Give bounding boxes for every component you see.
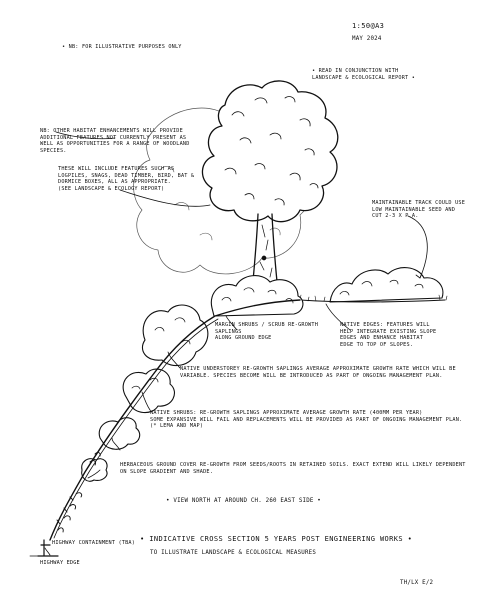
herbaceous-note: HERBACEOUS GROUND COVER RE-GROWTH FROM SEEDS/ROOTS IN RETAINED SOILS. EXACT EXTEND WILL LIKELY DEPENDENT ON SLOPE GRADIENT AND SHADE.: [120, 462, 466, 475]
highway-containment-label: HIGHWAY CONTAINMENT (TBA): [52, 540, 136, 546]
slope-shrub-lower: [99, 418, 139, 450]
read-note: • READ IN CONJUNCTION WITH LANDSCAPE & ECOLOGICAL REPORT •: [312, 68, 416, 81]
meadow-shrubs: [330, 268, 443, 302]
section-subtitle: TO ILLUSTRATE LANDSCAPE & ECOLOGICAL MEASURES: [150, 550, 317, 556]
drawing-ref: TH/LX E/2: [400, 580, 434, 586]
slope-shrub-mid: [123, 369, 174, 413]
margin-shrubs-note: MARGIN SHRUBS / SCRUB RE-GROWTH SAPLINGS ALONG GROUND EDGE: [215, 322, 319, 341]
understorey-note: NATIVE UNDERSTOREY RE-GROWTH SAPLINGS AVERAGE APPROXIMATE GROWTH RATE WHICH WILL BE VARIABLE. SPECIES BECOME WILL BE INTRODUCED AS PART OF ONGOING MANAGEMENT PLAN.: [180, 366, 456, 379]
slope-top-shrubs: [211, 276, 303, 316]
features-note: THESE WILL INCLUDE FEATURES SUCH AS LOGPILES, SNAGS, DEAD TIMBER, BIRD, BAT & DORMICE BOXES, ALL AS APPROPRIATE. (SEE LANDSCAPE & ECOLOGY REPORT): [58, 166, 195, 192]
section-title: • INDICATIVE CROSS SECTION 5 YEARS POST ENGINEERING WORKS •: [140, 535, 413, 543]
date-label: MAY 2024: [352, 36, 382, 42]
highway-edge-label: HIGHWAY EDGE: [40, 560, 80, 566]
illustrative-note: • NB: FOR ILLUSTRATIVE PURPOSES ONLY: [62, 44, 182, 50]
native-edges-note: NATIVE EDGES: FEATURES WILL HELP INTEGRATE EXISTING SLOPE EDGES AND ENHANCE HABITAT EDGE TO TOP OF SLOPES.: [340, 322, 437, 348]
shrubs-note: NATIVE SHRUBS: RE-GROWTH SAPLINGS APPROXIMATE AVERAGE GROWTH RATE (400MM PER YEAR) SOME EXPANSIVE WILL FAIL AND REPLACEMENTS WILL BE PROVIDED AS PART OF ONGOING MANAGEMENT PLAN. (* LEMA AND MAP): [150, 410, 463, 429]
scale-label: 1:50@A3: [352, 22, 385, 30]
meadow-note: MAINTAINABLE TRACK COULD USE LOW MAINTAINABLE SEED AND CUT 2-3 X P.A.: [372, 200, 466, 219]
habitat-note: NB: OTHER HABITAT ENHANCEMENTS WILL PROVIDE ADDITIONAL FEATURES NOT CURRENTLY PRESENT AS WELL AS OPPORTUNITIES FOR A RANGE OF WOODLAND SPECIES.: [40, 128, 190, 154]
section-view-note: • VIEW NORTH AT AROUND CH. 260 EAST SIDE •: [166, 498, 321, 504]
slope-shrub-large: [142, 305, 207, 366]
